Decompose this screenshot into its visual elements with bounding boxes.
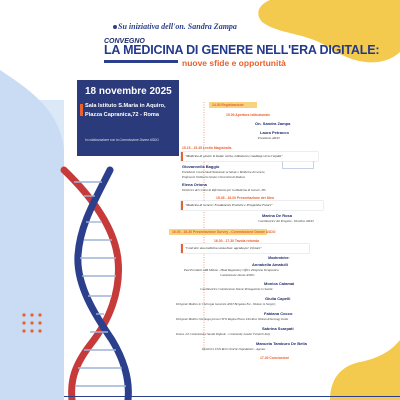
- convegno-label: CONVEGNO: [104, 38, 145, 45]
- slot-registration: 14.30 Registrazione: [212, 103, 244, 107]
- speaker-role: Coordinatrice del Progetto - Direttivo ASDO: [258, 219, 314, 223]
- collaboration-note: In collaborazione con la Commissione Donne ASDO: [85, 138, 159, 142]
- speaker-name: Annabella Amatulli: [252, 262, 288, 267]
- speaker-role: Past President AIM Milano - Head Regulatory Office d'Impresa Terapeutica: [184, 268, 279, 272]
- title-accent-bar: [104, 60, 178, 63]
- page-subtitle: nuove sfide e opportunità: [182, 58, 286, 68]
- speaker-role: Commissione Donne ASDO: [220, 273, 255, 277]
- speaker-role: Dirigente Medico in Chirurgia Generale ASST Bergamo Est - Women in Surgery: [176, 302, 276, 306]
- talk-title: "Medicina di genere in Italia: storia, istituzioni e roadmap verso l'equità": [185, 154, 283, 158]
- speaker-name: On. Sandra Zampa: [255, 121, 291, 126]
- slot-roundtable: 16.30 - 17.30 Tavola rotonda: [214, 239, 259, 243]
- slot-lectio: 15.15 - 15.45 Lectio Magistralis: [182, 146, 232, 150]
- speaker-name: Sabrina Scarpati: [262, 326, 294, 331]
- slot-awards: 16.00 - 16.30 Presentazione Survey - Commissione Donne ASDO: [172, 230, 276, 234]
- speaker-role: Direttrice del Centro di Riferimento per la Medicina di Genere, ISS: [182, 188, 266, 192]
- initiative-bullet: [113, 25, 117, 29]
- event-info-box: [77, 80, 179, 156]
- speaker-role: Dirigente Medico Oncologo presso l'IFO Regina Elena, Direttivo Women4Oncology Italia: [176, 317, 289, 321]
- venue-line-2: Piazza Capranica,72 - Roma: [85, 112, 159, 118]
- yellow-wave-shape: [330, 340, 400, 400]
- bottom-rule: [64, 396, 400, 397]
- speaker-name: Laura Petracco: [260, 130, 289, 135]
- talk-title: "Costruire una medicina senza bias: agenda per il futuro": [185, 246, 262, 250]
- speaker-role: Donne 4.0 Commissione Sanità Digitale - Community Leader Femtech Italy: [176, 332, 271, 336]
- speaker-role: Presidente ASDO: [258, 136, 280, 140]
- page-title: LA MEDICINA DI GENERE NELL'ERA DIGITALE:: [104, 43, 380, 57]
- dna-helix-illustration: [64, 170, 128, 400]
- speaker-name: Giulia Capelli: [265, 296, 291, 301]
- moderator-label: Moderatrice:: [268, 256, 290, 260]
- slot-conclusions: 17.30 Conclusioni: [260, 356, 289, 360]
- event-date: 18 novembre 2025: [85, 86, 172, 97]
- speaker-name: Manuela Tamburo De Bella: [256, 341, 307, 346]
- speaker-role: Coordinatrice Commissione Donne Protagoniste in Sanità: [200, 287, 273, 291]
- venue-marker: [80, 104, 83, 116]
- blue-wave-shape: [0, 70, 64, 400]
- speaker-role: Professore Ordinario Senior, Università di Padova: [182, 175, 245, 179]
- speaker-name: Monica Calamai: [264, 281, 295, 286]
- speaker-name: Giovannella Baggio: [182, 164, 220, 169]
- slot-saluti: 15.00 Apertura istituzionale: [226, 113, 270, 117]
- speaker-name: Elena Ortona: [182, 182, 207, 187]
- speaker-role: Presidente Centro Studi Nazionale su Salute e Medicina di Genere,: [182, 170, 266, 174]
- talk-title: "Medicina di Genere: Fondamenti, Pratiche e Prospettive Future": [185, 203, 273, 207]
- speaker-role: Direttrice UOS Reti Cliniche Ospedaliere - Agenas: [202, 347, 266, 351]
- speaker-name: Fabiana Cocco: [264, 311, 293, 316]
- venue-line-1: Sala Istituto S.Maria in Aquiro,: [85, 103, 166, 109]
- speaker-name: Marina De Rosa: [262, 213, 293, 218]
- slot-book: 15.45 - 16.00 Presentazione del libro: [216, 196, 275, 200]
- initiative-text: Su iniziativa dell'on. Sandra Zampa: [118, 22, 237, 31]
